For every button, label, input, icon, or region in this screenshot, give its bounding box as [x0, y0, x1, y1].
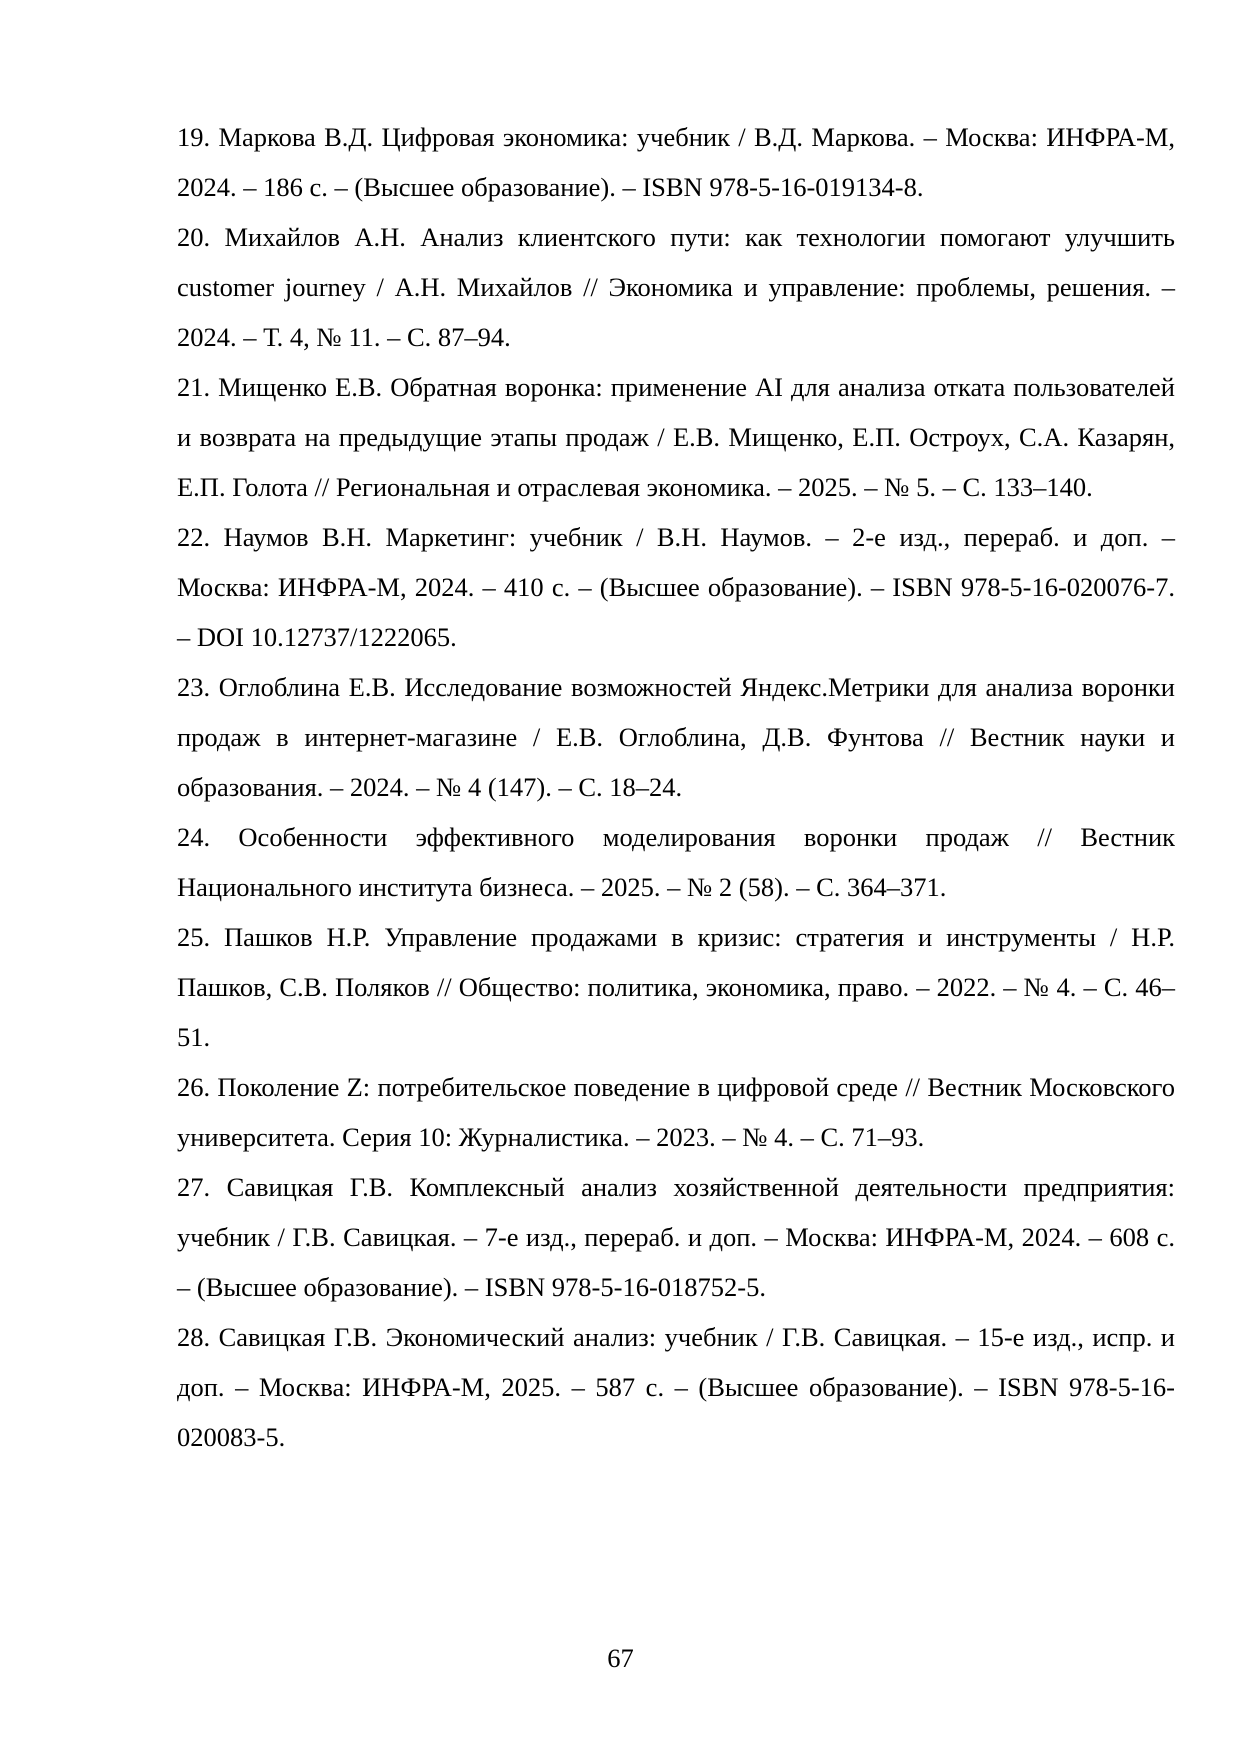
reference-list	[177, 112, 1175, 1462]
reference-item: 19. Маркова В.Д. Цифровая экономика: учебник / В.Д. Маркова. – Москва: ИНФРА-М, 2024. – 186 с. – (Высшее образование). – ISBN 978-5-16-019134-8.	[177, 122, 1175, 202]
reference-item: 21. Мищенко Е.В. Обратная воронка: применение AI для анализа отката пользователей и возврата на предыдущие этапы продаж / Е.В. Мищенко, Е.П. Остроух, С.А. Казарян, Е.П. Голота // Региональная и отраслевая экономика. – 2025. – № 5. – С. 133–140.	[177, 372, 1175, 502]
reference-item: 28. Савицкая Г.В. Экономический анализ: учебник / Г.В. Савицкая. – 15-е изд., испр. и доп. – Москва: ИНФРА-М, 2025. – 587 с. – (Высшее образование). – ISBN 978-5-16-020083-5.	[177, 1322, 1175, 1452]
reference-item: 23. Оглоблина Е.В. Исследование возможностей Яндекс.Метрики для анализа воронки продаж в интернет-магазине / Е.В. Оглоблина, Д.В. Фунтова // Вестник науки и образования. – 2024. – № 4 (147). – С. 18–24.	[177, 672, 1175, 802]
reference-item: 20. Михайлов А.Н. Анализ клиентского пути: как технологии помогают улучшить customer journey / А.Н. Михайлов // Экономика и управление: проблемы, решения. – 2024. – Т. 4, № 11. – С. 87–94.	[177, 222, 1175, 352]
reference-item: 24. Особенности эффективного моделирования воронки продаж // Вестник Национального института бизнеса. – 2025. – № 2 (58). – С. 364–371.	[177, 822, 1175, 902]
page-number: 67	[607, 1643, 634, 1673]
reference-item: 25. Пашков Н.Р. Управление продажами в кризис: стратегия и инструменты / Н.Р. Пашков, С.В. Поляков // Общество: политика, экономика, право. – 2022. – № 4. – С. 46–51.	[177, 922, 1175, 1052]
reference-item: 26. Поколение Z: потребительское поведение в цифровой среде // Вестник Московского университета. Серия 10: Журналистика. – 2023. – № 4. – С. 71–93.	[177, 1072, 1175, 1152]
reference-item: 22. Наумов В.Н. Маркетинг: учебник / В.Н. Наумов. – 2-е изд., перераб. и доп. – Москва: ИНФРА-М, 2024. – 410 с. – (Высшее образование). – ISBN 978-5-16-020076-7. – DOI 10.12737/1222065.	[177, 522, 1175, 652]
reference-item: 27. Савицкая Г.В. Комплексный анализ хозяйственной деятельности предприятия: учебник / Г.В. Савицкая. – 7-е изд., перераб. и доп. – Москва: ИНФРА-М, 2024. – 608 с. – (Высшее образование). – ISBN 978-5-16-018752-5.	[177, 1172, 1175, 1302]
